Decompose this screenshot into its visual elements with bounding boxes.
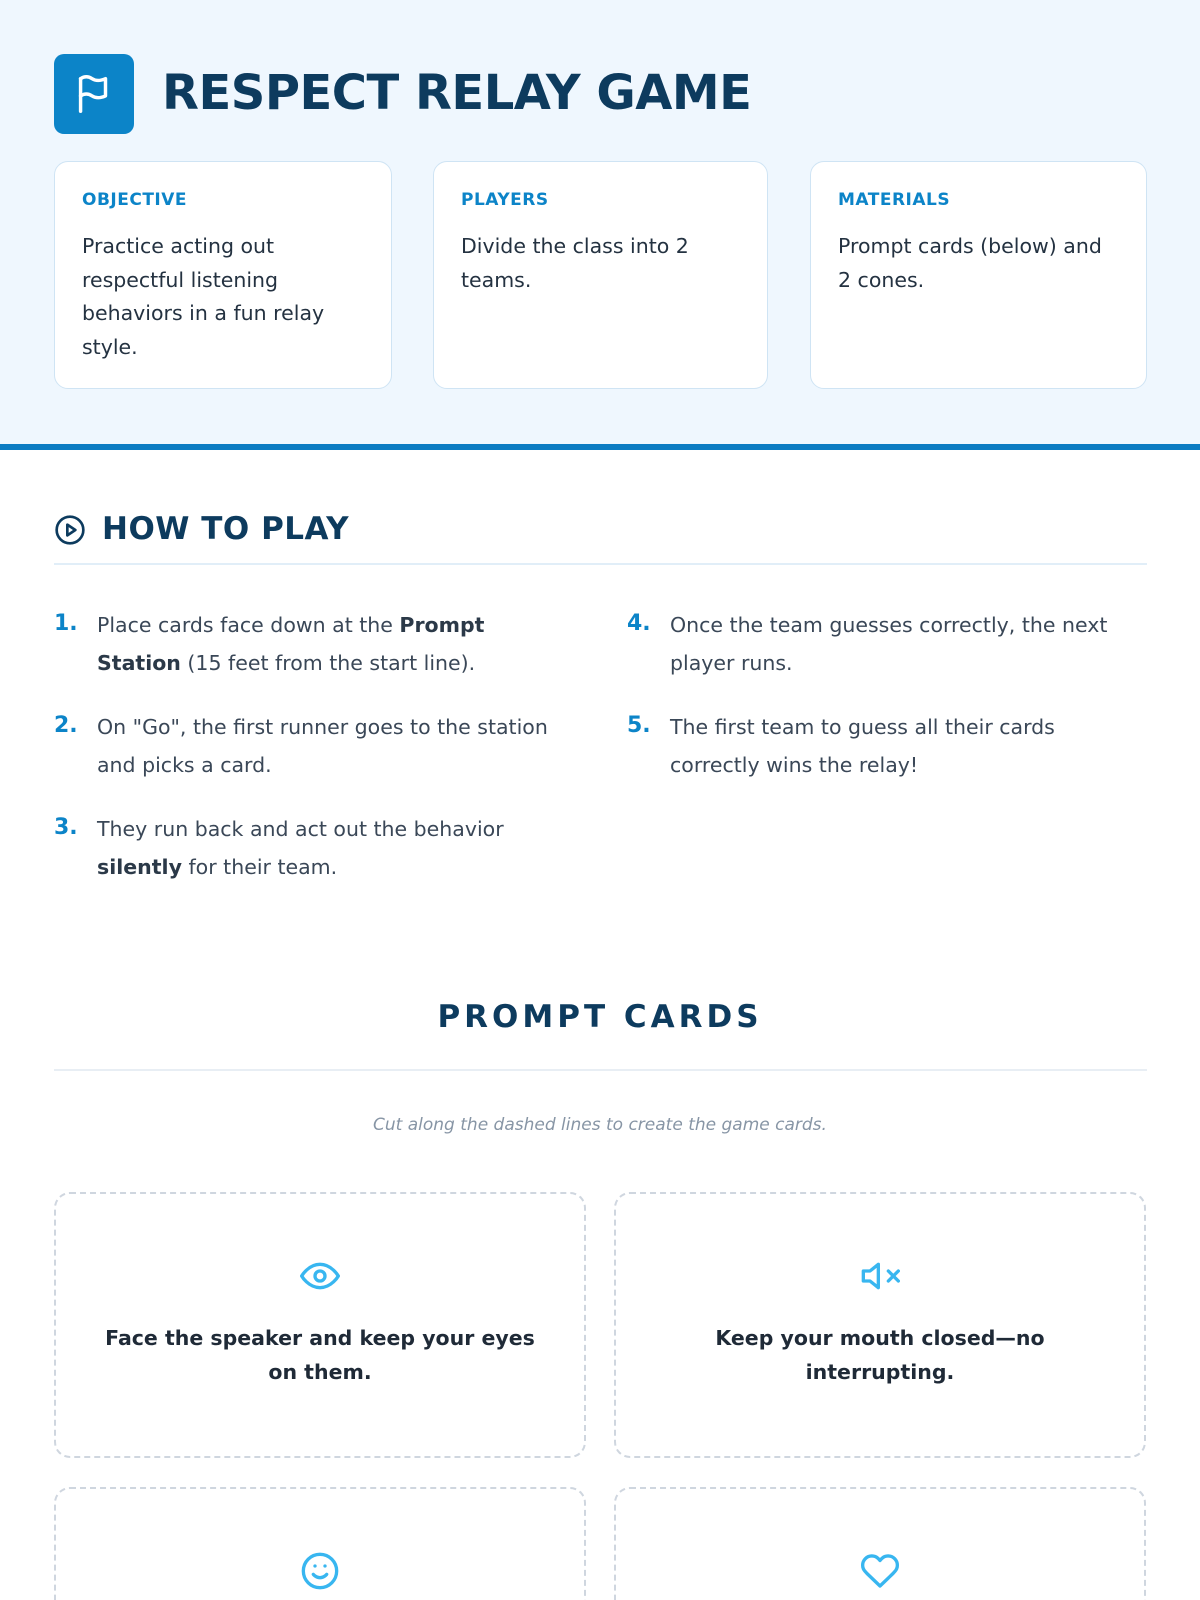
eye-icon <box>300 1256 340 1296</box>
divider <box>54 1069 1147 1071</box>
step-number: 4. <box>627 611 651 636</box>
how-to-play-header <box>54 505 1147 565</box>
logo <box>54 54 134 134</box>
flag-icon <box>71 71 117 117</box>
prompt-card <box>614 1487 1146 1600</box>
step-text: Once the team guesses correctly, the next player runs. <box>670 613 1108 675</box>
how-to-play-title: HOW TO PLAY <box>102 511 350 547</box>
prompt-card-text: Face the speaker and keep your eyes on them. <box>105 1326 535 1384</box>
prompt-card <box>614 1192 1146 1458</box>
prompt-cards-title: PROMPT CARDS <box>437 999 763 1035</box>
players-label: PLAYERS <box>461 190 549 210</box>
objective-text: Practice acting out respectful listening behaviors in a fun relay style. <box>82 234 325 359</box>
step-text: On "Go", the first runner goes to the station and picks a card. <box>97 715 548 777</box>
players-text: Divide the class into 2 teams. <box>461 234 689 292</box>
step-number: 5. <box>627 713 651 738</box>
materials-text: Prompt cards (below) and 2 cones. <box>838 234 1102 292</box>
step-text: Place cards face down at the Prompt Station (15 feet from the start line). <box>97 613 485 675</box>
play-circle-icon <box>54 514 86 546</box>
header-banner <box>0 0 1200 450</box>
page-title: RESPECT RELAY GAME <box>162 65 752 121</box>
materials-label: MATERIALS <box>838 190 951 210</box>
heart-icon <box>860 1551 900 1591</box>
materials-card <box>810 161 1147 389</box>
step-number: 1. <box>54 611 78 636</box>
prompt-card <box>54 1487 586 1600</box>
players-card <box>433 161 768 389</box>
prompt-card <box>54 1192 586 1458</box>
objective-label: OBJECTIVE <box>82 190 188 210</box>
cut-instruction: Cut along the dashed lines to create the game cards. <box>373 1115 827 1135</box>
step-text: They run back and act out the behavior silently for their team. <box>97 817 504 879</box>
step-text: The first team to guess all their cards correctly wins the relay! <box>670 715 1055 777</box>
step-number: 3. <box>54 815 78 840</box>
prompt-card-text: Keep your mouth closed—no interrupting. <box>715 1326 1045 1384</box>
smile-icon <box>300 1551 340 1591</box>
objective-card <box>54 161 392 389</box>
step-number: 2. <box>54 713 78 738</box>
volume-mute-icon <box>860 1256 900 1296</box>
